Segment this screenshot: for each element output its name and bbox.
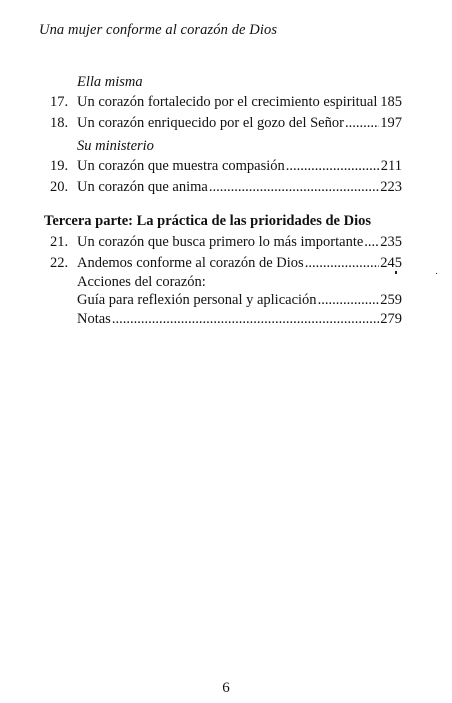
- entry-page: 197: [380, 115, 402, 131]
- entry-number: 21.: [50, 234, 69, 250]
- entry-page: 185: [380, 94, 402, 110]
- page-number: 6: [222, 680, 230, 696]
- dot-leader: [286, 156, 380, 177]
- entry-number: 17.: [50, 94, 69, 110]
- toc-entry-22: [50, 253, 402, 274]
- running-head: Una mujer conforme al corazón de Dios: [39, 22, 278, 38]
- entry-title: Un corazón que busca primero lo más importante: [77, 234, 364, 250]
- entry-page: 211: [380, 158, 402, 174]
- section-subhead-su-ministerio: Su ministerio: [77, 138, 154, 154]
- entry-title-line2: Guía para reflexión personal y aplicación: [77, 292, 317, 308]
- entry-title: Un corazón enriquecido por el gozo del Señor: [77, 115, 344, 131]
- entry-title: Un corazón que anima: [77, 179, 208, 195]
- entry-title: Un corazón que muestra compasión: [77, 158, 285, 174]
- toc-entry-notas: [77, 309, 402, 330]
- print-speck: [395, 271, 397, 274]
- toc-entry-21: [50, 232, 402, 253]
- entry-page: 279: [380, 311, 402, 327]
- entry-title: Notas: [77, 311, 111, 327]
- table-of-contents: [44, 72, 402, 330]
- toc-entry-20: [50, 177, 402, 198]
- entry-number: 19.: [50, 158, 69, 174]
- print-speck: [436, 273, 437, 274]
- entry-page: 235: [380, 234, 402, 250]
- section-subhead-ella-misma: Ella misma: [77, 74, 143, 90]
- entry-title-line1: Acciones del corazón:: [77, 274, 206, 290]
- dot-leader: [112, 309, 379, 330]
- dot-leader: [318, 291, 380, 309]
- entry-page: 223: [380, 179, 402, 195]
- toc-entry-19: [50, 156, 402, 177]
- toc-entry-acciones: [77, 274, 402, 309]
- toc-entry-17: [50, 92, 402, 113]
- entry-number: 20.: [50, 179, 69, 195]
- dot-leader: [378, 92, 379, 113]
- entry-number: 22.: [50, 255, 69, 271]
- toc-entry-18: [50, 113, 402, 134]
- entry-number: 18.: [50, 115, 69, 131]
- dot-leader: [345, 113, 379, 134]
- entry-page: 259: [380, 292, 402, 308]
- dot-leader: [364, 232, 379, 253]
- entry-title: Un corazón fortalecido por el crecimiento espiritual: [77, 94, 378, 110]
- dot-leader: [305, 253, 380, 274]
- part-heading: Tercera parte: La práctica de las prioridades de Dios: [44, 213, 372, 229]
- dot-leader: [209, 177, 379, 198]
- entry-page: 245: [380, 255, 402, 271]
- entry-title: Andemos conforme al corazón de Dios: [77, 255, 304, 271]
